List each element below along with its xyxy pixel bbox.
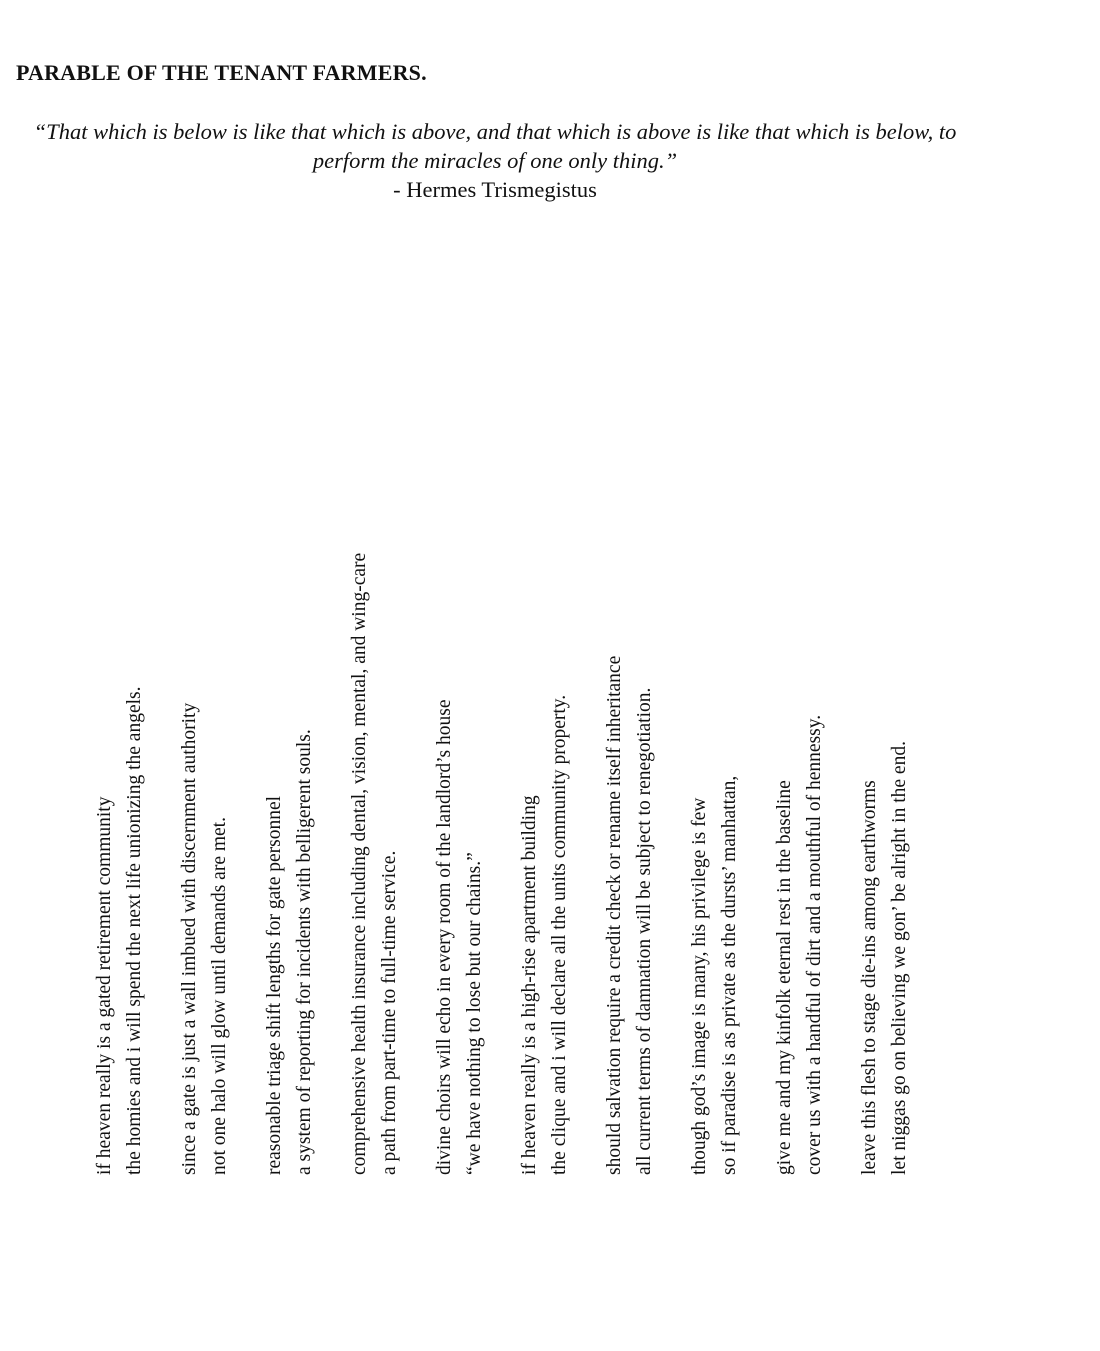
- stanza-line: since a gate is just a wall imbued with discernment authority: [179, 702, 200, 1175]
- stanza-6: [515, 175, 575, 1175]
- stanza-4: [345, 175, 405, 1175]
- stanza-line: all current terms of damnation will be subject to renegotiation.: [634, 687, 655, 1175]
- stanza-5: [430, 175, 490, 1175]
- stanza-line: leave this flesh to stage die-ins among earthworms: [859, 780, 880, 1175]
- stanza-8: [685, 175, 745, 1175]
- stanza-line: give me and my kinfolk eternal rest in the baseline: [774, 780, 795, 1175]
- stanza-line: cover us with a handful of dirt and a mouthful of hennessy.: [804, 714, 825, 1175]
- stanza-line: reasonable triage shift lengths for gate personnel: [264, 795, 285, 1175]
- stanza-line: a system of reporting for incidents with belligerent souls.: [294, 729, 315, 1175]
- stanza-line: not one halo will glow until demands are met.: [209, 817, 230, 1175]
- stanza-7: [600, 175, 660, 1175]
- stanza-9: [770, 175, 830, 1175]
- epigraph-quote: “That which is below is like that which is above, and that which is above is like that which is below, to perform the miracles of one only thing.”: [33, 119, 957, 173]
- stanza-line: should salvation require a credit check or rename itself inheritance: [604, 655, 625, 1175]
- stanza-line: a path from part-time to full-time service.: [379, 850, 400, 1175]
- stanza-line: “we have nothing to lose but our chains.”: [464, 852, 485, 1175]
- stanza-line: divine choirs will echo in every room of the landlord’s house: [434, 699, 455, 1175]
- poem-title: PARABLE OF THE TENANT FARMERS.: [16, 60, 427, 85]
- stanza-line: let niggas go on believing we gon’ be alright in the end.: [889, 741, 910, 1175]
- stanza-1: [90, 175, 150, 1175]
- stanza-line: though god’s image is many, his privilege is few: [689, 797, 710, 1175]
- stanza-10: [855, 175, 915, 1175]
- stanza-2: [175, 175, 235, 1175]
- poem-body: [90, 175, 940, 1175]
- stanza-line: the homies and i will spend the next life unionizing the angels.: [124, 686, 145, 1175]
- stanza-line: if heaven really is a gated retirement community: [94, 796, 115, 1175]
- stanza-line: comprehensive health insurance including dental, vision, mental, and wing-care: [349, 552, 370, 1175]
- stanza-line: if heaven really is a high-rise apartment building: [519, 795, 540, 1175]
- stanza-3: [260, 175, 320, 1175]
- epigraph-attribution: - Hermes Trismegistus: [393, 177, 597, 202]
- stanza-line: so if paradise is as private as the dursts’ manhattan,: [719, 775, 740, 1175]
- stanza-line: the clique and i will declare all the units community property.: [549, 694, 570, 1175]
